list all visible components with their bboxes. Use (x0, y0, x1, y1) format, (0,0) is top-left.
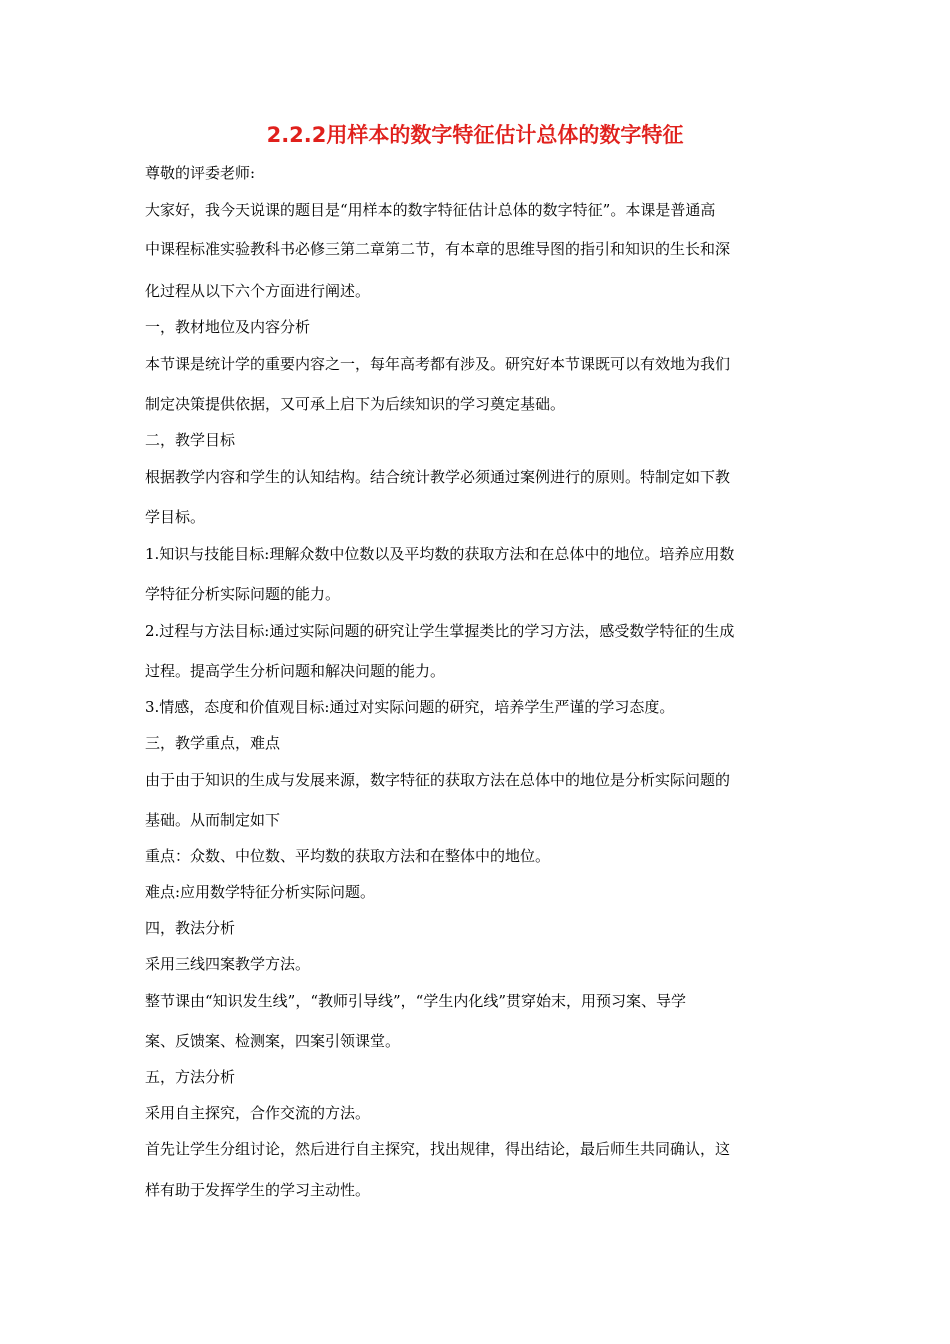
paragraph-line: 化过程从以下六个方面进行阐述。 (145, 282, 371, 300)
section-heading: 五，方法分析 (145, 1068, 236, 1086)
paragraph-line: 整节课由“知识发生线”，“教师引导线”，“学生内化线”贯穿始末，用预习案、导学 (145, 992, 687, 1010)
paragraph-line: 3.情感，态度和价值观目标:通过对实际问题的研究，培养学生严谨的学习态度。 (145, 698, 675, 716)
section-heading: 三，教学重点，难点 (145, 734, 281, 752)
section-heading: 四，教法分析 (145, 919, 236, 937)
paragraph-line: 采用三线四案教学方法。 (145, 955, 311, 973)
document-title: 2.2.2用样本的数字特征估计总体的数字特征 (266, 123, 684, 147)
paragraph-line: 基础。从而制定如下 (145, 811, 281, 829)
paragraph-line: 尊敬的评委老师: (145, 164, 256, 182)
paragraph-line: 由于由于知识的生成与发展来源，数字特征的获取方法在总体中的地位是分析实际问题的 (145, 771, 731, 789)
section-heading: 一，教材地位及内容分析 (145, 318, 311, 336)
paragraph-line: 过程。提高学生分析问题和解决问题的能力。 (145, 662, 446, 680)
paragraph-line: 根据教学内容和学生的认知结构。结合统计教学必须通过案例进行的原则。特制定如下教 (145, 468, 731, 486)
paragraph-line: 采用自主探究，合作交流的方法。 (145, 1104, 371, 1122)
paragraph-line: 大家好，我今天说课的题目是“用样本的数字特征估计总体的数字特征”。本课是普通高 (145, 201, 716, 219)
paragraph-line: 中课程标准实验教科书必修三第二章第二节，有本章的思维导图的指引和知识的生长和深 (145, 240, 731, 258)
paragraph-line: 首先让学生分组讨论，然后进行自主探究，找出规律，得出结论，最后师生共同确认，这 (145, 1140, 731, 1158)
paragraph-line: 1.知识与技能目标:理解众数中位数以及平均数的获取方法和在总体中的地位。培养应用数 (145, 545, 735, 563)
paragraph-line: 重点：众数、中位数、平均数的获取方法和在整体中的地位。 (145, 847, 551, 865)
paragraph-line: 制定决策提供依据，又可承上启下为后续知识的学习奠定基础。 (145, 395, 566, 413)
paragraph-line: 2.过程与方法目标:通过实际问题的研究让学生掌握类比的学习方法，感受数学特征的生成 (145, 622, 735, 640)
paragraph-line: 案、反馈案、检测案，四案引领课堂。 (145, 1032, 401, 1050)
paragraph-line: 本节课是统计学的重要内容之一，每年高考都有涉及。研究好本节课既可以有效地为我们 (145, 355, 731, 373)
paragraph-line: 学特征分析实际问题的能力。 (145, 585, 341, 603)
paragraph-line: 学目标。 (145, 508, 206, 526)
paragraph-line: 难点:应用数学特征分析实际问题。 (145, 883, 376, 901)
paragraph-line: 样有助于发挥学生的学习主动性。 (145, 1181, 371, 1199)
section-heading: 二，教学目标 (145, 431, 236, 449)
